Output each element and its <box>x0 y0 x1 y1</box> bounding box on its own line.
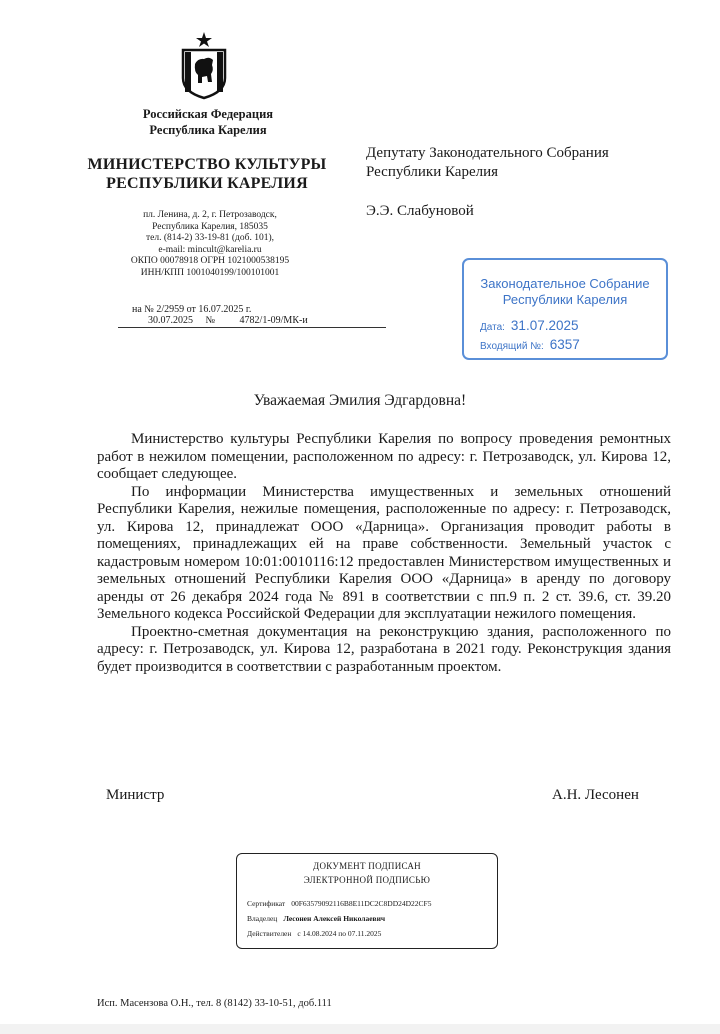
e-signature-title-line2: ЭЛЕКТРОННОЙ ПОДПИСЬЮ <box>303 875 431 885</box>
valid-value: с 14.08.2024 по 07.11.2025 <box>297 929 382 938</box>
cert-value: 00F63579092116B8E11DC2C8DD24D22CF5 <box>291 899 432 908</box>
letter-paragraph: Проектно-сметная документация на реконструкцию здания, расположенного по адресу: г. Петрозаводск, ул. Кирова 12, разработана в 2021 году. Реконструкция здания будет производится в соответствии с разработанным проектом. <box>97 623 671 675</box>
signatory-position: Министр <box>106 787 165 803</box>
registration-stamp <box>462 258 668 360</box>
address-line: пл. Ленина, д. 2, г. Петрозаводск, <box>143 210 277 220</box>
address-line: Республика Карелия, 185035 <box>152 221 268 232</box>
cert-label: Сертификат <box>247 899 286 908</box>
e-signature-certificate-row <box>247 899 431 908</box>
e-signature-title-line1: ДОКУМЕНТ ПОДПИСАН <box>313 861 421 871</box>
ministry-title-line2: РЕСПУБЛИКИ КАРЕЛИЯ <box>106 175 308 192</box>
karelia-coat-of-arms-icon <box>178 30 230 100</box>
stamp-date-label: Дата: <box>480 322 505 333</box>
republic-name: Республика Карелия <box>149 123 267 137</box>
stamp-title <box>464 276 666 308</box>
stamp-date-value: 31.07.2025 <box>510 318 579 333</box>
owner-label: Владелец <box>247 914 278 923</box>
stamp-incoming-value: 6357 <box>549 337 580 352</box>
recipient-block <box>366 144 666 182</box>
ministry-title <box>72 155 342 193</box>
stamp-incoming-row <box>480 337 580 352</box>
incoming-reference: на № 2/2959 от 16.07.2025 г. <box>132 304 252 315</box>
federation-header <box>108 106 308 138</box>
letter-greeting: Уважаемая Эмилия Эдгардовна! <box>253 392 467 409</box>
signatory-name: А.Н. Лесонен <box>552 787 639 803</box>
recipient-name: Э.Э. Слабуновой <box>366 203 474 219</box>
address-line: тел. (814-2) 33-19-81 (доб. 101), <box>145 233 275 243</box>
stamp-incoming-label: Входящий №: <box>480 341 544 352</box>
ministry-title-line1: МИНИСТЕРСТВО КУЛЬТУРЫ <box>87 156 327 173</box>
stamp-title-line2: Республики Карелия <box>502 292 628 307</box>
e-signature-owner-row <box>247 914 385 923</box>
address-line: ОКПО 00078918 ОГРН 1021000538195 <box>130 256 290 266</box>
stamp-date-row <box>480 318 579 333</box>
address-line: ИНН/КПП 1001040199/100101001 <box>140 267 280 278</box>
letter-paragraph: Министерство культуры Республики Карелия по вопросу проведения ремонтных работ в нежилом помещении, расположенном по адресу: г. Петрозаводск, ул. Кирова 12, сообщает следующее. <box>97 431 671 482</box>
e-signature-validity-row <box>247 929 381 938</box>
ministry-address-block <box>110 210 310 279</box>
recipient-line2: Республики Карелия <box>366 164 499 180</box>
federation-name: Российская Федерация <box>142 107 274 121</box>
outgoing-reference <box>118 315 386 328</box>
address-line: e-mail: mincult@karelia.ru <box>158 244 262 255</box>
number-sign: № <box>205 315 216 326</box>
letter-paragraph: По информации Министерства имущественных и земельных отношений Республики Карелия, нежилые помещения, расположенные по адресу: г. Петрозаводск, ул. Кирова 12, принадлежат ООО «Дарница». Организация проводит работы в помещениях, принадлежащих ей на праве собственности. Земельный участок с кадастровым номером 10:01:0010116:12 предоставлен Министерством имущественных и земельных отношений Республики Карелия ООО «Дарница» в аренду по договору аренды от 26 декабря 2024 года № 891 в соответствии с пп.9 п. 2 ст. 39.6, ст. 39.20 Земельного кодекса Российской Федерации для эксплуатации нежилого помещения. <box>97 483 671 622</box>
electronic-signature-box <box>236 853 498 949</box>
page-bottom-edge <box>0 1024 720 1034</box>
valid-label: Действителен <box>247 929 292 938</box>
outgoing-date: 30.07.2025 <box>148 315 193 326</box>
outgoing-number: 4782/1-09/МК-и <box>239 315 308 326</box>
recipient-line1: Депутату Законодательного Собрания <box>366 145 609 161</box>
owner-value: Лесонен Алексей Николаевич <box>283 914 386 923</box>
letter-body <box>97 431 671 676</box>
stamp-title-line1: Законодательное Собрание <box>480 276 650 291</box>
executor-line: Исп. Масензова О.Н., тел. 8 (8142) 33-10-51, доб.111 <box>97 998 332 1009</box>
